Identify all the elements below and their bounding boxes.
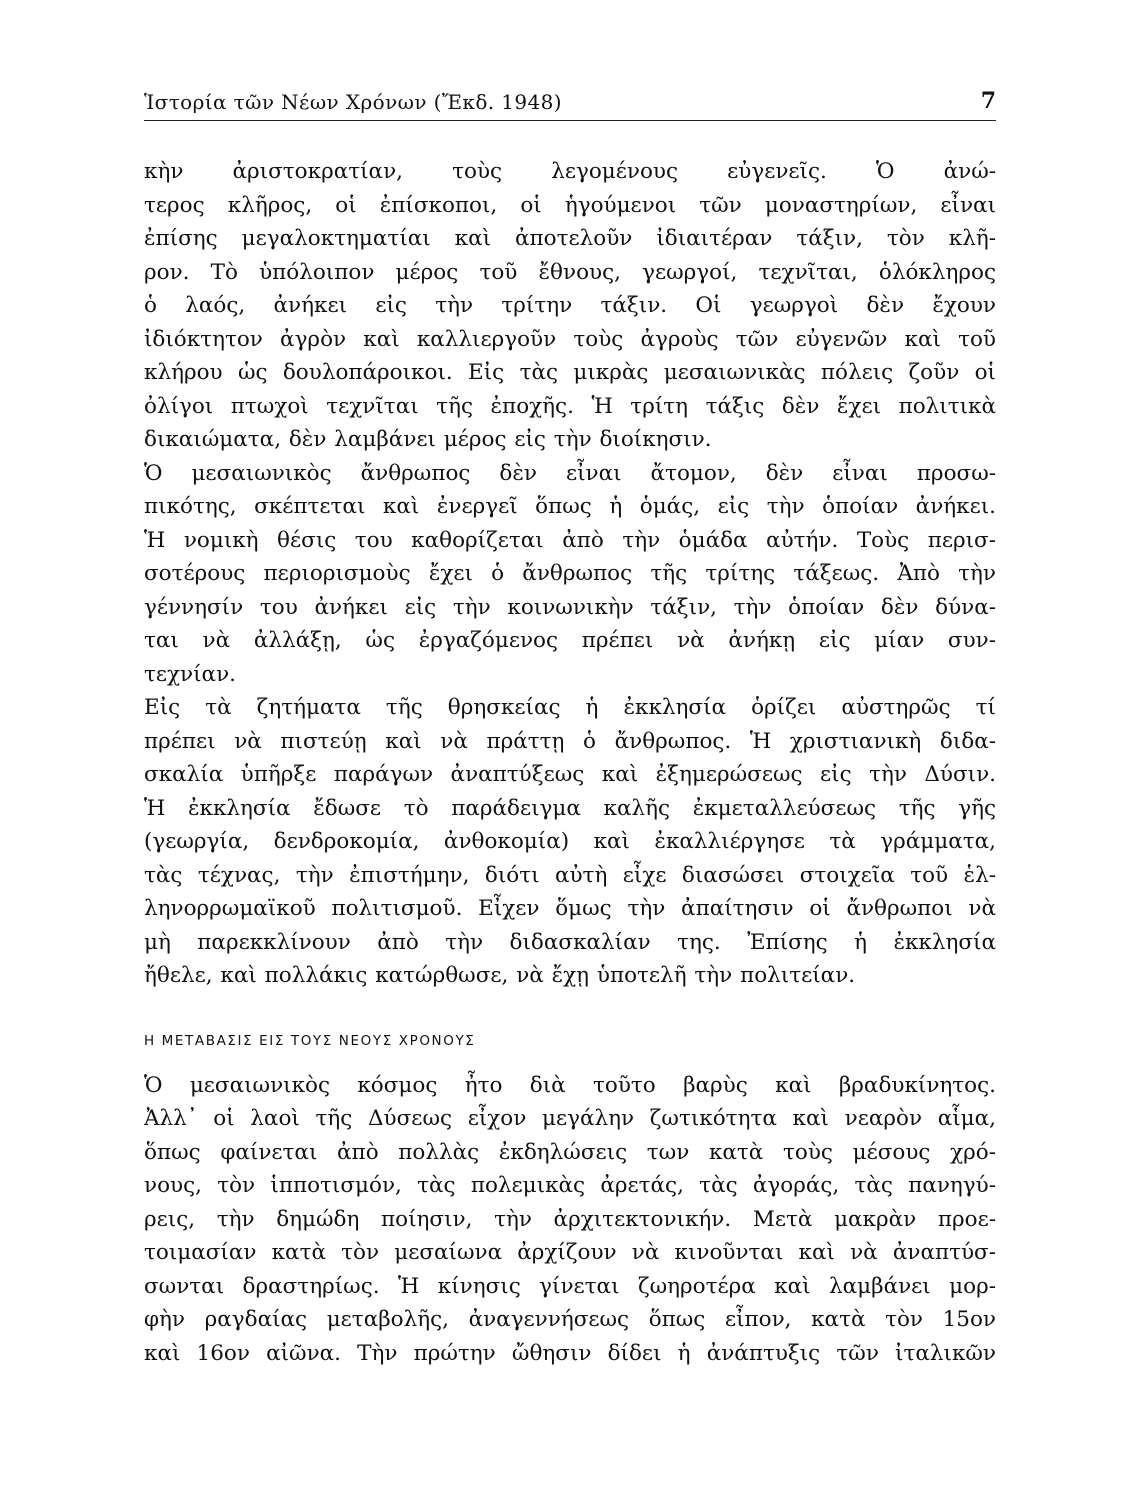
text-line: ὅπως φαίνεται ἀπὸ πολλὰς ἐκδηλώσεις των κατὰ τοὺς μέσους χρό- — [144, 1139, 996, 1165]
text-line: Ἀλλ᾿ οἱ λαοὶ τῆς Δύσεως εἶχον μεγάλην ζωτικότητα καὶ νεαρὸν αἷμα, — [144, 1106, 996, 1131]
paragraph — [144, 1069, 996, 1371]
text-line: ρον. Τὸ ὑπόλοιπον μέρος τοῦ ἔθνους, γεωργοί, τεχνῖται, ὁλόκληρος — [144, 259, 996, 285]
text-line: ληνορρωμαϊκοῦ πολιτισμοῦ. Εἶχεν ὅμως τὴν ἀπαίτησιν οἱ ἄνθρωποι νὰ — [144, 896, 996, 921]
text-line: δικαιώματα, δὲν λαμβάνει μέρος εἰς τὴν διοίκησιν. — [144, 427, 712, 452]
running-header — [144, 86, 996, 121]
text-line: σοτέρους περιορισμοὺς ἔχει ὁ ἄνθρωπος τῆς τρίτης τάξεως. Ἀπὸ τὴν — [144, 561, 996, 586]
text-line: τερος κλῆρος, οἱ ἐπίσκοποι, οἱ ἡγούμενοι τῶν μοναστηρίων, εἶναι — [144, 192, 996, 218]
text-line: νους, τὸν ἱπποτισμόν, τὰς πολεμικὰς ἀρετάς, τὰς ἀγοράς, τὰς πανηγύ- — [144, 1173, 996, 1198]
text-line: τεχνίαν. — [144, 661, 236, 687]
paragraph — [144, 155, 996, 457]
text-line: πρέπει νὰ πιστεύῃ καὶ νὰ πράττῃ ὁ ἄνθρωπος. Ἡ χριστιανικὴ διδα- — [144, 728, 996, 754]
text-line: ἤθελε, καὶ πολλάκις κατώρθωσε, νὰ ἔχῃ ὑποτελῆ τὴν πολιτείαν. — [144, 963, 856, 988]
text-line: κὴν ἀριστοκρατίαν, τοὺς λεγομένους εὐγενεῖς. Ὁ ἀνώ- — [144, 159, 996, 184]
text-line: Ὁ μεσαιωνικὸς ἄνθρωπος δὲν εἶναι ἄτομον, δὲν εἶναι προσω- — [144, 460, 996, 486]
running-title: Ἱστορία τῶν Νέων Χρόνων (Ἔκδ. 1948) — [144, 90, 562, 114]
text-line: σωνται δραστηρίως. Ἡ κίνησις γίνεται ζωηροτέρα καὶ λαμβάνει μορ- — [144, 1273, 996, 1299]
text-line: τὰς τέχνας, τὴν ἐπιστήμην, διότι αὐτὴ εἶχε διασώσει στοιχεῖα τοῦ ἑλ- — [144, 862, 996, 888]
section-heading: Η ΜΕΤΑΒΑΣΙΣ ΕΙΣ ΤΟΥΣ ΝΕΟΥΣ ΧΡΟΝΟΥΣ — [144, 1032, 476, 1049]
text-line: ὁ λαός, ἀνήκει εἰς τὴν τρίτην τάξιν. Οἱ γεωργοὶ δὲν ἔχουν — [144, 293, 996, 318]
text-line: τοιμασίαν κατὰ τὸν μεσαίωνα ἀρχίζουν νὰ κινοῦνται καὶ νὰ ἀναπτύσ- — [144, 1240, 996, 1265]
text-line: Ὁ μεσαιωνικὸς κόσμος ἦτο διὰ τοῦτο βαρὺς καὶ βραδυκίνητος. — [144, 1072, 996, 1098]
text-line: καὶ 16ον αἰῶνα. Τὴν πρώτην ὤθησιν δίδει ἡ ἀνάπτυξις τῶν ἰταλικῶν — [144, 1340, 996, 1366]
text-line: (γεωργία, δενδροκομία, ἀνθοκομία) καὶ ἐκαλλιέργησε τὰ γράμματα, — [144, 829, 996, 854]
text-line: ται νὰ ἀλλάξῃ, ὡς ἐργαζόμενος πρέπει νὰ ἀνήκῃ εἰς μίαν συν- — [144, 628, 996, 653]
text-line: σκαλία ὑπῆρξε παράγων ἀναπτύξεως καὶ ἐξημερώσεως εἰς τὴν Δύσιν. — [144, 762, 996, 787]
text-line: πικότης, σκέπτεται καὶ ἐνεργεῖ ὅπως ἡ ὁμάς, εἰς τὴν ὁποίαν ἀνήκει. — [144, 494, 996, 519]
text-line: ρεις, τὴν δημώδη ποίησιν, τὴν ἀρχιτεκτονικήν. Μετὰ μακρὰν προε- — [144, 1206, 996, 1232]
book-page — [144, 86, 996, 1370]
text-line: ἐπίσης μεγαλοκτηματίαι καὶ ἀποτελοῦν ἰδιαιτέραν τάξιν, τὸν κλῆ- — [144, 226, 996, 251]
text-line: Ἡ νομικὴ θέσις του καθορίζεται ἀπὸ τὴν ὁμάδα αὐτήν. Τοὺς περισ- — [144, 527, 996, 553]
paragraph — [144, 457, 996, 692]
paragraph — [144, 691, 996, 993]
text-line: Εἰς τὰ ζητήματα τῆς θρησκείας ἡ ἐκκλησία ὁρίζει αὐστηρῶς τί — [144, 695, 996, 720]
text-line: φὴν ραγδαίας μεταβολῆς, ἀναγεννήσεως ὅπως εἶπον, κατὰ τὸν 15ον — [144, 1307, 996, 1332]
text-line: γέννησίν του ἀνήκει εἰς τὴν κοινωνικὴν τάξιν, τὴν ὁποίαν δὲν δύνα- — [144, 594, 996, 620]
text-line: μὴ παρεκκλίνουν ἀπὸ τὴν διδασκαλίαν της. Ἐπίσης ἡ ἐκκλησία — [144, 929, 996, 955]
page-number: 7 — [980, 88, 996, 114]
text-line: ὀλίγοι πτωχοὶ τεχνῖται τῆς ἐποχῆς. Ἡ τρίτη τάξις δὲν ἔχει πολιτικὰ — [144, 393, 996, 419]
text-line: Ἡ ἐκκλησία ἔδωσε τὸ παράδειγμα καλῆς ἐκμεταλλεύσεως τῆς γῆς — [144, 795, 996, 821]
body-text — [144, 155, 996, 1370]
text-line: κλήρου ὡς δουλοπάροικοι. Εἰς τὰς μικρὰς μεσαιωνικὰς πόλεις ζοῦν οἱ — [144, 360, 996, 385]
text-line: ἰδιόκτητον ἀγρὸν καὶ καλλιεργοῦν τοὺς ἀγροὺς τῶν εὐγενῶν καὶ τοῦ — [144, 326, 996, 352]
